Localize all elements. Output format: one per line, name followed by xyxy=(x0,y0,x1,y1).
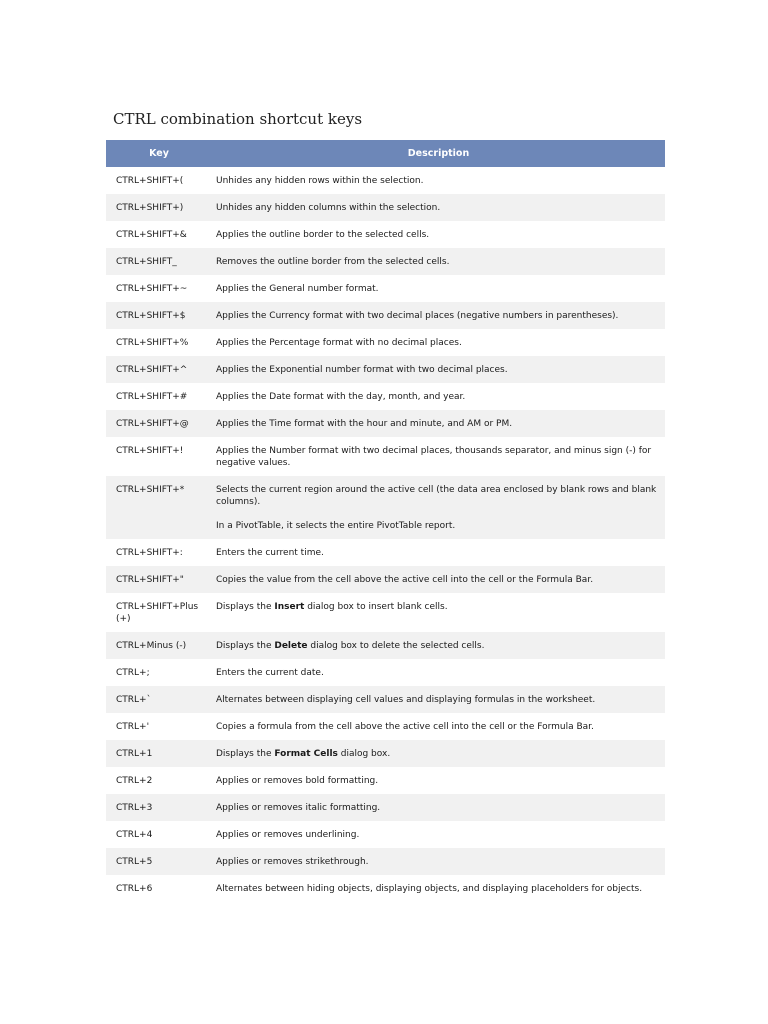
shortcut-key: CTRL+SHIFT+* xyxy=(106,476,212,539)
shortcut-description: Copies a formula from the cell above the active cell into the cell or the Formula Bar. xyxy=(216,722,594,732)
table-row xyxy=(106,302,665,329)
shortcut-key: CTRL+SHIFT+( xyxy=(116,176,184,186)
table-row xyxy=(106,593,665,632)
shortcut-key: CTRL+SHIFT+Plus (+) xyxy=(116,602,199,624)
description-text: dialog box to delete the selected cells. xyxy=(307,641,485,651)
shortcut-description: Applies or removes strikethrough. xyxy=(212,848,665,875)
table-row xyxy=(106,167,665,194)
shortcut-description: Applies or removes italic formatting. xyxy=(212,794,665,821)
column-header-key: Key xyxy=(106,140,212,167)
shortcut-key: CTRL+SHIFT+$ xyxy=(106,302,212,329)
shortcut-description: Applies the outline border to the selected cells. xyxy=(216,230,430,240)
table-row xyxy=(106,686,665,713)
shortcut-key: CTRL+SHIFT+! xyxy=(116,446,184,456)
shortcut-key: CTRL+` xyxy=(106,686,212,713)
shortcut-description: Copies the value from the cell above the active cell into the cell or the Formula Bar. xyxy=(212,566,665,593)
table-row xyxy=(106,248,665,275)
shortcut-key: CTRL+5 xyxy=(106,848,212,875)
page-title: CTRL combination shortcut keys xyxy=(113,110,363,128)
dialog-name: Delete xyxy=(274,641,308,651)
shortcut-description-extra: In a PivotTable, it selects the entire PivotTable report. xyxy=(216,521,456,531)
table-row xyxy=(106,356,665,383)
description-text: Displays the xyxy=(216,602,275,612)
shortcut-key: CTRL+SHIFT+" xyxy=(106,566,212,593)
description-text: dialog box. xyxy=(337,749,391,759)
shortcut-key: CTRL+1 xyxy=(106,740,212,767)
shortcut-description: Applies the Date format with the day, month, and year. xyxy=(216,392,466,402)
shortcut-description: Removes the outline border from the selected cells. xyxy=(212,248,665,275)
shortcut-description: Applies the Number format with two decimal places, thousands separator, and minus sign (-) for negative values. xyxy=(216,446,652,468)
description-text: dialog box to insert blank cells. xyxy=(304,602,448,612)
table-row xyxy=(106,713,665,740)
description-text: Displays the xyxy=(216,641,275,651)
shortcut-key: CTRL+; xyxy=(116,668,150,678)
dialog-name: Format Cells xyxy=(274,749,338,759)
table-row xyxy=(106,275,665,302)
shortcut-key: CTRL+SHIFT+@ xyxy=(106,410,212,437)
description-text: Displays the xyxy=(216,749,275,759)
shortcut-key: CTRL+SHIFT+^ xyxy=(106,356,212,383)
shortcut-key: CTRL+SHIFT+# xyxy=(116,392,188,402)
table-row xyxy=(106,794,665,821)
shortcut-description: Applies the General number format. xyxy=(216,284,379,294)
shortcut-description-cell xyxy=(212,476,665,539)
shortcut-key: CTRL+SHIFT+) xyxy=(106,194,212,221)
shortcut-key: CTRL+SHIFT_ xyxy=(106,248,212,275)
table-row xyxy=(106,632,665,659)
shortcut-description: Alternates between displaying cell values and displaying formulas in the worksheet. xyxy=(212,686,665,713)
table-row xyxy=(106,476,665,539)
table-row xyxy=(106,740,665,767)
table-body xyxy=(106,167,665,902)
shortcut-description: Enters the current date. xyxy=(216,668,324,678)
table-row xyxy=(106,410,665,437)
shortcut-description: Selects the current region around the active cell (the data area enclosed by blank rows and blank columns). xyxy=(216,485,657,507)
shortcut-description: Applies the Currency format with two decimal places (negative numbers in parentheses). xyxy=(212,302,665,329)
shortcut-key: CTRL+SHIFT+& xyxy=(116,230,187,240)
table-row xyxy=(106,875,665,902)
shortcut-key: CTRL+6 xyxy=(116,884,153,894)
shortcut-description-cell xyxy=(212,593,665,632)
table-row xyxy=(106,194,665,221)
table-row xyxy=(106,221,665,248)
shortcut-key: CTRL+2 xyxy=(116,776,153,786)
shortcut-description: Unhides any hidden rows within the selection. xyxy=(216,176,424,186)
shortcut-description: Applies or removes bold formatting. xyxy=(216,776,379,786)
dialog-name: Insert xyxy=(274,602,305,612)
shortcut-description-cell xyxy=(212,740,665,767)
table-row xyxy=(106,383,665,410)
shortcut-key: CTRL+Minus (-) xyxy=(106,632,212,659)
shortcut-description: Alternates between hiding objects, displaying objects, and displaying placeholders for objects. xyxy=(216,884,643,894)
shortcut-description: Applies or removes underlining. xyxy=(216,830,360,840)
table-row xyxy=(106,659,665,686)
table-row xyxy=(106,329,665,356)
shortcut-key: CTRL+3 xyxy=(106,794,212,821)
shortcut-key: CTRL+SHIFT+: xyxy=(116,548,183,558)
shortcut-description: Enters the current time. xyxy=(216,548,324,558)
column-header-description: Description xyxy=(212,140,665,167)
table-row xyxy=(106,539,665,566)
table-row xyxy=(106,821,665,848)
shortcut-key: CTRL+SHIFT+% xyxy=(116,338,189,348)
shortcut-key: CTRL+' xyxy=(116,722,150,732)
shortcut-description: Applies the Time format with the hour and minute, and AM or PM. xyxy=(212,410,665,437)
table-row xyxy=(106,767,665,794)
shortcut-description: Applies the Percentage format with no decimal places. xyxy=(216,338,462,348)
table-row xyxy=(106,566,665,593)
shortcut-key: CTRL+4 xyxy=(116,830,153,840)
table-row xyxy=(106,848,665,875)
table-row xyxy=(106,437,665,476)
shortcut-description-cell xyxy=(212,632,665,659)
shortcut-description: Applies the Exponential number format with two decimal places. xyxy=(212,356,665,383)
table-header xyxy=(106,140,665,167)
shortcut-table xyxy=(106,140,665,902)
table-header-row xyxy=(106,140,665,167)
shortcut-description: Unhides any hidden columns within the selection. xyxy=(212,194,665,221)
shortcut-key: CTRL+SHIFT+~ xyxy=(116,284,188,294)
